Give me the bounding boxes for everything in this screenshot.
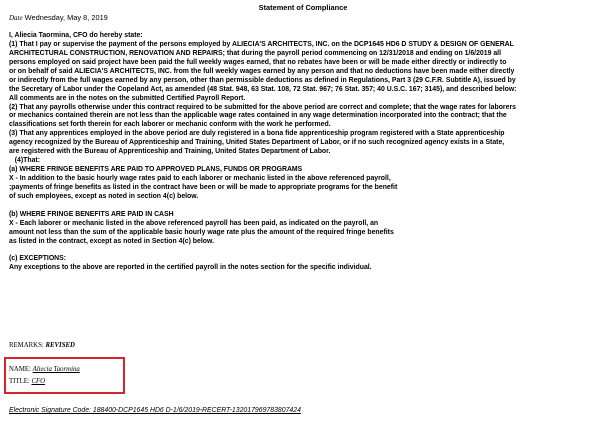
remarks-row bbox=[9, 342, 75, 349]
statement-line: persons employed on said project have been paid the full weekly wages earned, that no rebates have been or will be made either directly or indirectly to bbox=[9, 58, 507, 66]
statement-line: (1) That I pay or supervise the payment of the persons employed by ALIECIA'S ARCHITECTS, INC. on the DCP1645 HD6 D STUDY & DESIGN OF GENERAL bbox=[9, 40, 514, 48]
title-label: TITLE: bbox=[9, 378, 30, 385]
electronic-signature-code: Electronic Signature Code: 188400-DCP1645 HD6 D-1/6/2019-RECERT-132017969783807424 bbox=[9, 407, 301, 414]
signer-highlight-box bbox=[4, 357, 125, 394]
name-value: Aliecia Taormina bbox=[32, 366, 80, 373]
statement-line: (c) EXCEPTIONS: bbox=[9, 255, 67, 263]
date-value: Wednesday, May 8, 2019 bbox=[24, 13, 108, 22]
date-label: Date bbox=[9, 14, 23, 22]
statement-line: or on behalf of said ALIECIA'S ARCHITECTS, INC. from the full weekly wages earned by any person and that no deductions have been made either directly bbox=[9, 67, 515, 75]
statement-line: All comments are in the notes on the submitted Certified Payroll Report. bbox=[9, 94, 246, 102]
statement-line: I, Aliecia Taormina, CFO do hereby state: bbox=[9, 32, 143, 39]
statement-line: agency recognized by the Bureau of Apprenticeship and Training, United States Department of Labor, or if no such recognized agency exists in a State, bbox=[9, 139, 505, 147]
title-value: CFO bbox=[31, 378, 46, 385]
statement-line: (3) That any apprentices employed in the above period are duly registered in a bona fide apprenticeship program registered with a State apprenticeship bbox=[9, 130, 505, 138]
document-title: Statement of Compliance bbox=[258, 3, 348, 12]
statement-line: the Secretary of Labor under the Copeland Act, as amended (48 Stat. 948, 63 Stat. 108, 72 Stat. 967; 76 Stat. 357; 40 U.S.C. 167; 3145), and described below: bbox=[9, 85, 517, 93]
statement-line: X - Each laborer or mechanic listed in the above referenced payroll has been paid, as indicated on the payroll, an bbox=[9, 219, 379, 227]
statement-body bbox=[9, 32, 601, 273]
statement-line: Any exceptions to the above are reported in the certified payroll in the notes section for the specific individual. bbox=[9, 264, 372, 272]
statement-line: ;payments of fringe benefits as listed in the contract have been or will be made to appropriate programs for the benefit bbox=[9, 183, 398, 191]
remarks-label: REMARKS: bbox=[9, 342, 44, 349]
statement-line: (4)That: bbox=[9, 157, 41, 165]
statement-line: X - In addition to the basic hourly wage rates paid to each laborer or mechanic listed in the above referenced payroll, bbox=[9, 175, 391, 182]
remarks-value: REVISED bbox=[45, 342, 75, 349]
statement-line: ARCHITECTURAL CONSTRUCTION, RENOVATION AND REPAIRS; that during the payroll period commencing on 12/31/2018 and ending on 1/6/2019 all bbox=[9, 49, 501, 57]
statement-line: are registered with the Bureau of Apprenticeship and Training, United States Department of Labor. bbox=[9, 148, 331, 156]
statement-line: classifications set forth therein for each laborer or mechanic conform with the work he performed. bbox=[9, 121, 331, 129]
statement-line: (b) WHERE FRINGE BENEFITS ARE PAID IN CASH bbox=[9, 210, 174, 218]
date-row bbox=[9, 13, 108, 22]
name-label: NAME: bbox=[9, 366, 31, 373]
statement-line: or indirectly from the full wages earned by any person, other than permissible deductions as defined in Regulations, Part 3 (29 C.F.R. Subtitle A), issued by bbox=[9, 76, 516, 84]
statement-line: of such employees, except as noted in section 4(c) below. bbox=[9, 192, 199, 200]
statement-line: amount not less than the sum of the applicable basic hourly wage rate plus the amount of the required fringe benefits bbox=[9, 228, 394, 236]
statement-line: (a) WHERE FRINGE BENEFITS ARE PAID TO APPROVED PLANS, FUNDS OR PROGRAMS bbox=[9, 166, 303, 174]
statement-line: as listed in the contract, except as noted in Section 4(c) below. bbox=[9, 237, 214, 245]
blank-line bbox=[9, 202, 601, 211]
signer-title-row bbox=[9, 378, 45, 385]
statement-line: or mechanics contained therein are not less than the applicable wage rates contained in any wage determination incorporated into the contract; that the bbox=[9, 112, 507, 120]
signer-name-row bbox=[9, 366, 80, 373]
statement-line: (2) That any payrolls otherwise under this contract required to be submitted for the above period are correct and complete; that the wage rates for laborers bbox=[9, 103, 516, 111]
blank-line bbox=[9, 247, 601, 256]
